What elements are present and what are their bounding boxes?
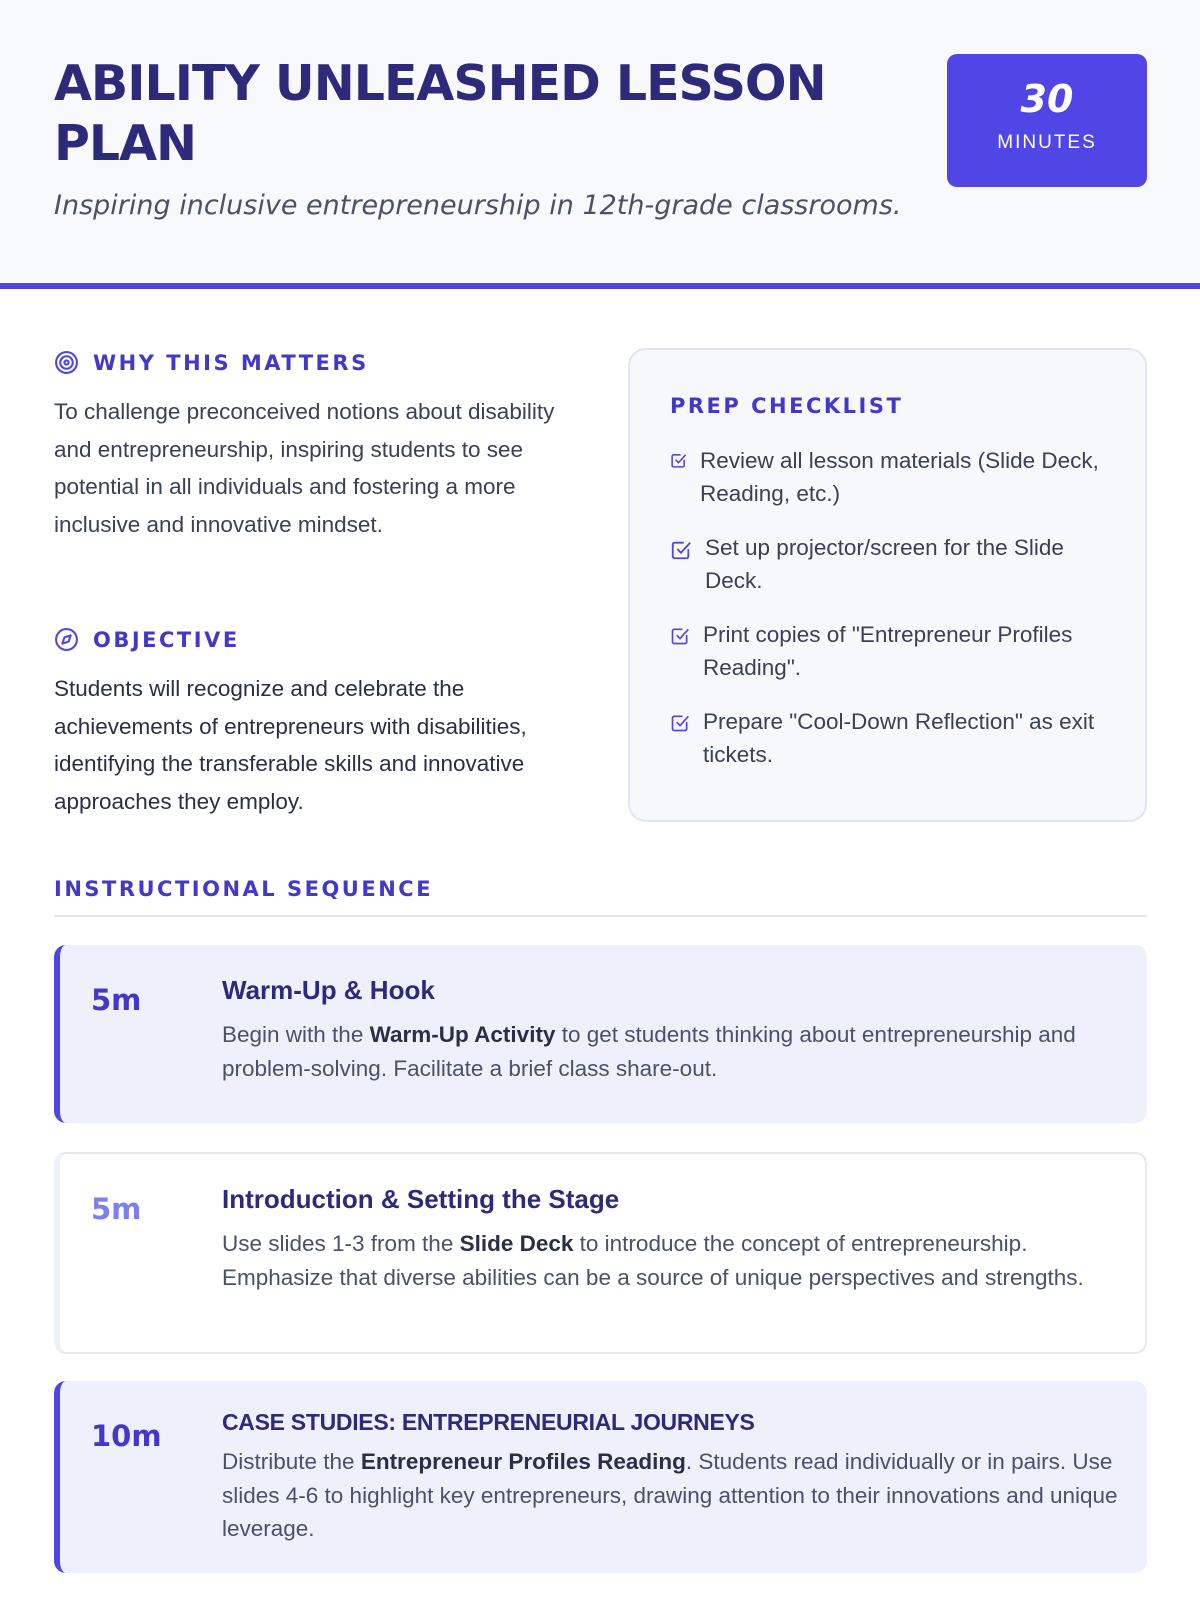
lesson-header (0, 0, 1200, 289)
step-description-text: . Students read individually or in pairs. Use slides 4-6 to highlight key entrepreneurs, drawing attention to their innovations and unique leverage. (222, 1449, 1118, 1541)
duration-value: 30 (1020, 77, 1074, 121)
objective-heading-label: OBJECTIVE (93, 627, 240, 652)
prep-heading: PREP CHECKLIST (670, 394, 904, 418)
checklist-item (670, 531, 1120, 597)
sequence-heading: INSTRUCTIONAL SEQUENCE (54, 877, 434, 901)
step-description-emphasis: Warm-Up Activity (369, 1022, 556, 1047)
checklist-item (670, 444, 1120, 510)
prep-checklist-card (628, 348, 1147, 822)
objective-text: Students will recognize and celebrate the achievements of entrepreneurs with disabilities, identifying the transferable skills and innovative approaches they employ. (54, 676, 527, 814)
checklist-item-text: Set up projector/screen for the Slide Deck. (705, 535, 1064, 593)
step-description-text: Use slides 1-3 from the (222, 1231, 460, 1256)
checklist-item-text: Print copies of "Entrepreneur Profiles Reading". (703, 622, 1073, 680)
checkbox-icon (670, 452, 687, 469)
step-description-emphasis: Slide Deck (459, 1231, 574, 1256)
sequence-step (54, 1152, 1147, 1354)
checkbox-icon (670, 539, 692, 561)
target-icon (54, 350, 79, 375)
step-duration: 10m (91, 1419, 162, 1453)
step-description (222, 1227, 1127, 1294)
step-description-text: Distribute the (222, 1449, 361, 1474)
why-heading (54, 350, 369, 375)
step-description-text: to get students thinking about entrepreneurship and problem-solving. Facilitate a brief class share-out. (222, 1022, 1076, 1081)
checklist-item-text: Review all lesson materials (Slide Deck, Reading, etc.) (700, 448, 1099, 506)
step-title: Introduction & Setting the Stage (222, 1184, 620, 1214)
sequence-step (54, 1381, 1147, 1573)
checkbox-icon (670, 713, 690, 733)
step-description (222, 1445, 1127, 1546)
step-duration: 5m (91, 1192, 142, 1226)
compass-icon (54, 627, 79, 652)
step-description (222, 1018, 1127, 1085)
checklist-item-text: Prepare "Cool-Down Reflection" as exit tickets. (703, 709, 1095, 767)
step-description-emphasis: Entrepreneur Profiles Reading (360, 1449, 686, 1474)
objective-heading (54, 627, 240, 652)
duration-badge (947, 54, 1147, 187)
page-title: ABILITY UNLEASHED LESSON PLAN (54, 55, 826, 172)
checklist-item (670, 618, 1120, 684)
checkbox-icon (670, 626, 690, 646)
sequence-step (54, 945, 1147, 1123)
page-subtitle: Inspiring inclusive entrepreneurship in 12th-grade classrooms. (54, 190, 902, 221)
step-description-text: Begin with the (222, 1022, 370, 1047)
duration-unit: MINUTES (997, 132, 1097, 153)
step-title: CASE STUDIES: ENTREPRENEURIAL JOURNEYS (222, 1409, 755, 1435)
step-title: Warm-Up & Hook (222, 975, 435, 1005)
step-description-text: to introduce the concept of entrepreneurship. Emphasize that diverse abilities can be a source of unique perspectives and strengths. (222, 1231, 1084, 1290)
why-heading-label: WHY THIS MATTERS (93, 350, 369, 375)
step-duration: 5m (91, 983, 142, 1017)
divider (54, 915, 1147, 917)
checklist-item (670, 705, 1120, 771)
why-text: To challenge preconceived notions about disability and entrepreneurship, inspiring students to see potential in all individuals and fostering a more inclusive and innovative mindset. (54, 399, 555, 537)
